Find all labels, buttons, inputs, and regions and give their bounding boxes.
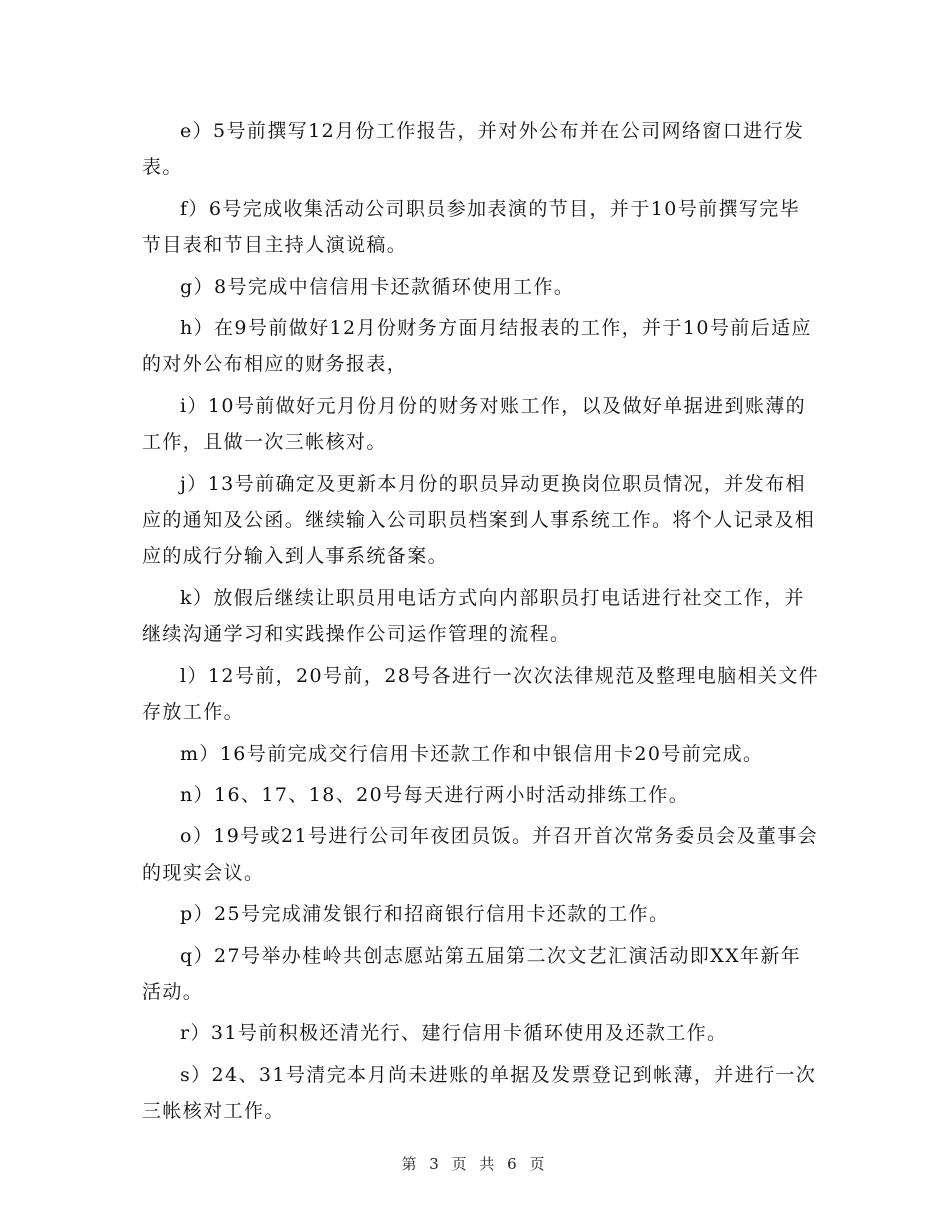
paragraph-g: g）8号完成中信信用卡还款循环使用工作。 <box>180 275 575 298</box>
paragraph-j: j）13号前确定及更新本月份的职员异动更换岗位职员情况，并发布相应的通知及公函。继续输入公司职员档案到人事系统工作。将个人记录及相应的成行分输入到人事系统备案。 <box>142 472 816 568</box>
paragraph-s: s）24、31号清完本月尚未进账的单据及发票登记到帐薄，并进行一次三帐核对工作。 <box>142 1063 817 1123</box>
paragraph-q: q）27号举办桂岭共创志愿站第五届第二次文艺汇演活动即XX年新年活动。 <box>142 944 802 1003</box>
paragraph-h: h）在9号前做好12月份财务方面月结报表的工作，并于10号前后适应的对外公布相应的财务报表， <box>142 317 812 376</box>
document-body <box>142 113 820 1130</box>
paragraph-m: m）16号前完成交行信用卡还款工作和中银信用卡20号前完成。 <box>180 742 764 765</box>
page-number-footer: 第 3 页 共 6 页 <box>401 1155 549 1173</box>
paragraph-r: r）31号前积极还清光行、建行信用卡循环使用及还款工作。 <box>180 1022 728 1045</box>
paragraph-n: n）16、17、18、20号每天进行两小时活动排练工作。 <box>180 783 690 806</box>
paragraph-f: f）6号完成收集活动公司职员参加表演的节目，并于10号前撰写完毕节目表和节目主持人演说稿。 <box>142 197 801 257</box>
paragraph-o: o）19号或21号进行公司年夜团员饭。并召开首次常务委员会及董事会的现实会议。 <box>142 825 818 884</box>
paragraph-p: p）25号完成浦发银行和招商银行信用卡还款的工作。 <box>180 903 670 926</box>
paragraph-k: k）放假后继续让职员用电话方式向内部职员打电话进行社交工作，并继续沟通学习和实践操作公司运作管理的流程。 <box>142 586 805 646</box>
paragraph-l: l）12号前，20号前，28号各进行一次次法律规范及整理电脑相关文件存放工作。 <box>142 664 820 724</box>
paragraph-i: i）10号前做好元月份月份的财务对账工作，以及做好单据进到账薄的工作，且做一次三帐核对。 <box>142 394 807 454</box>
paragraph-e: e）5号前撰写12月份工作报告，并对外公布并在公司网络窗口进行发表。 <box>142 120 805 179</box>
